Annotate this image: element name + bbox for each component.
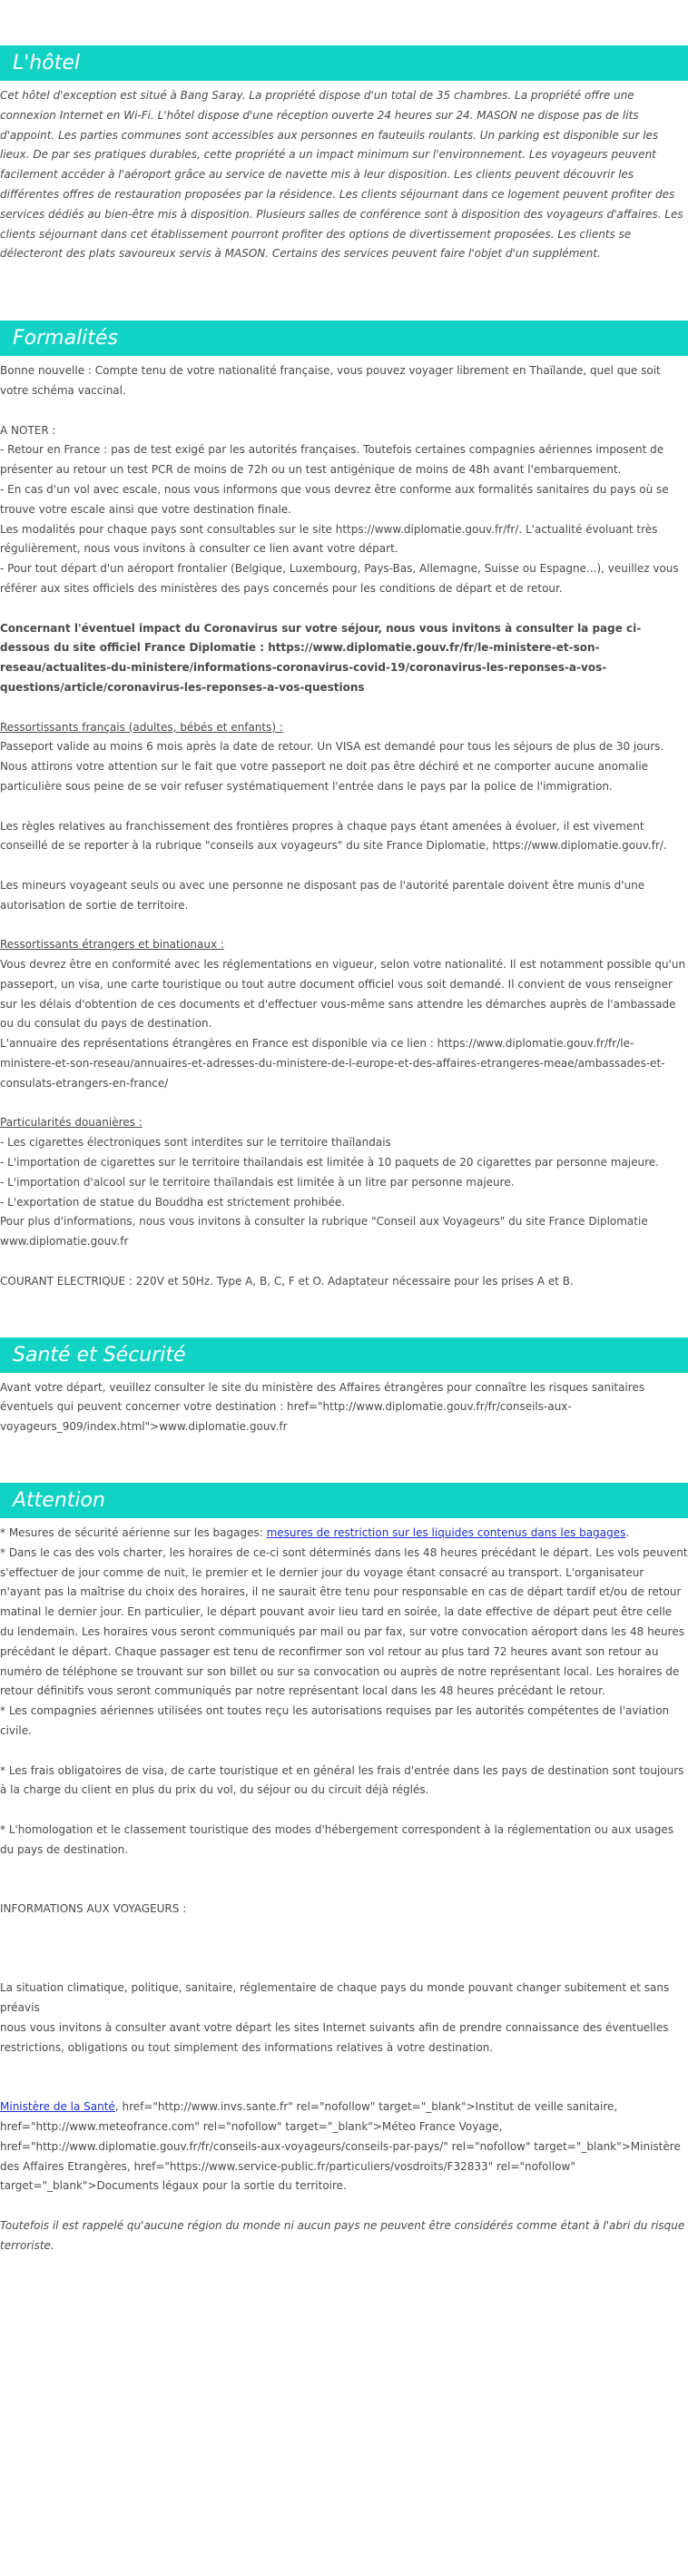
customs-item: - L'importation de cigarettes sur le territoire thaïlandais est limitée à 10 paquets de 20 cigarettes par personne majeure.	[0, 1156, 659, 1170]
useful-links	[0, 2097, 688, 2196]
section-title-hotel: L'hôtel	[0, 45, 688, 81]
section-title-sante: Santé et Sécurité	[0, 1337, 688, 1373]
section-title-formalites: Formalités	[0, 321, 688, 356]
note-title: A NOTER :	[0, 423, 56, 437]
french-nationals-title: Ressortissants français (adultes, bébés et enfants) :	[0, 720, 283, 734]
liquids-restriction-link[interactable]: mesures de restriction sur les liquides contenus dans les bagages	[266, 1526, 626, 1540]
electric-current: COURANT ELECTRIQUE : 220V et 50Hz. Type A, B, C, F et O. Adaptateur nécessaire pour les prises A et B.	[0, 1274, 574, 1288]
baggage-measures	[0, 1524, 688, 1544]
note-return-france: - Retour en France : pas de test exigé par les autorités françaises. Toutefois certaines compagnies aériennes imposent de présenter au retour un test PCR de moins de 72h ou un test antigénique de moins de 48h avant l'embarquement.	[0, 443, 664, 477]
sante-body: Avant votre départ, veuillez consulter le site du ministère des Affaires étrangères pour connaître les risques sanitaires éventuels qui peuvent concerner votre destination : href="http://www.diplomatie.gouv.fr/fr/conseils-aux-voyageurs_909/index.html">www.diplomatie.gouv.fr	[0, 1380, 645, 1434]
baggage-prefix: * Mesures de sécurité aérienne sur les bagages:	[0, 1526, 267, 1540]
hotel-description: Cet hôtel d'exception est situé à Bang Saray. La propriété dispose d'un total de 35 chambres. La propriété offre une connexion Internet en Wi-Fi. L'hôtel dispose d'une réception ouverte 24 heures sur 24. MASON ne dispose pas de lits d'appoint. Les parties communes sont accessibles aux personnes en fauteuils roulants. Un parking est disponible sur les lieux. De par ses pratiques durables, cette propriété a un impact minimum sur l'environnement. Les voyageurs peuvent facilement accéder à l'aéroport grâce au service de navette mis à leur disposition. Les clients peuvent découvrir les différentes offres de restauration proposées par la résidence. Les clients séjournant dans ce logement peuvent profiter des services dédiés au bien-être mis à disposition. Plusieurs salles de conférence sont à disposition des voyageurs d'affaires. Les clients séjournant dans cet établissement pourront profiter des options de divertissement proposées. Les clients se délecteront des plats savoureux servis à MASON. Certains des services peuvent faire l'objet d'un supplément.	[0, 89, 683, 261]
customs-title: Particularités douanières :	[0, 1116, 143, 1130]
french-nationals-body: Passeport valide au moins 6 mois après la date de retour. Un VISA est demandé pour tous les séjours de plus de 30 jours. Nous attirons votre attention sur le fait que votre passeport ne doit pas être déchiré et ne comporter aucune anomalie particulière sous peine de se voir refuser systématiquement l'entrée dans le pays par la police de l'immigration.	[0, 740, 664, 793]
airlines-authorization: * Les compagnies aériennes utilisées ont toutes reçu les autorisations requises par les autorités compétentes de l'aviation civile.	[0, 1704, 670, 1737]
situation-warning: La situation climatique, politique, sanitaire, réglementaire de chaque pays du monde pouvant changer subitement et sans préavis	[0, 1981, 670, 2015]
foreign-nationals-body: Vous devrez être en conformité avec les réglementations en vigueur, selon votre nationalité. Il est notamment possible qu'un passeport, un visa, une carte touristique ou tout autre document officiel vous soit demandé. Il convient de vous renseigner sur les délais d'obtention de ces documents et d'effectuer vous-même sans attendre les démarches auprès de l'ambassade ou du consulat du pays de destination.	[0, 958, 686, 1031]
customs-more-info: Pour plus d'informations, nous vous invitons à consulter la rubrique "Conseil aux Voyageurs" du site France Diplomatie www.diplomatie.gouv.fr	[0, 1215, 648, 1249]
section-title-attention: Attention	[0, 1483, 688, 1518]
customs-item: - L'importation d'alcool sur le territoire thaïlandais est limitée à un litre par personne majeure.	[0, 1175, 515, 1189]
border-rules: Les règles relatives au franchissement des frontières propres à chaque pays étant amenées à évoluer, il est vivement conseillé de se reporter à la rubrique "conseils aux voyageurs" du site France Diplomatie, https://www.diplomatie.gouv.fr/.	[0, 819, 667, 853]
useful-links-rest: , href="http://www.invs.sante.fr" rel="nofollow" target="_blank">Institut de veille sanitaire, href="http://www.meteofrance.com" rel="nofollow" target="_blank">Méteo France Voyage, href="http://www.diplomatie.gouv.fr/fr/conseils-aux-voyageurs/conseils-par-pays/" rel="nofollow" target="_blank">Ministère des Affaires Etrangères, href="https://www.service-public.fr/particuliers/vosdroits/F32833" rel="nofollow" target="_blank">Documents légaux pour la sortie du territoire.	[0, 2100, 681, 2193]
formalites-intro: Bonne nouvelle : Compte tenu de votre nationalité française, vous pouvez voyager librement en Thaïlande, quel que soit votre schéma vaccinal.	[0, 364, 661, 397]
note-stopover: - En cas d'un vol avec escale, nous vous informons que vous devrez être conforme aux formalités sanitaires du pays où se trouve votre escale ainsi que votre destination finale.	[0, 482, 669, 516]
situation-consult: nous vous invitons à consulter avant votre départ les sites Internet suivants afin de prendre connaissance des éventuelles restrictions, obligations ou tout simplement des informations relatives à votre destination.	[0, 2020, 669, 2054]
note-border-airport: - Pour tout départ d'un aéroport frontalier (Belgique, Luxembourg, Pays-Bas, Allemagne, Suisse ou Espagne...), veuillez vous référer aux sites officiels des ministères des pays concernés pour les conditions de départ et de retour.	[0, 562, 679, 595]
terror-risk: Toutefois il est rappelé qu'aucune région du monde ni aucun pays ne peuvent être considérés comme étant à l'abri du risque terroriste.	[0, 2218, 685, 2252]
info-voyageurs-title: INFORMATIONS AUX VOYAGEURS :	[0, 1902, 187, 1916]
homologation: * L'homologation et le classement touristique des modes d'hébergement correspondent à la réglementation ou aux usages du pays de destination.	[0, 1822, 673, 1856]
foreign-annuaire: L'annuaire des représentations étrangères en France est disponible via ce lien : https://www.diplomatie.gouv.fr/fr/le-ministere-et-son-reseau/annuaires-et-adresses-du-ministere-de-l-europe-et-des-affaires-etrangeres-meae/ambassades-et-consulats-etrangers-en-france/	[0, 1037, 665, 1090]
covid-notice: Concernant l'éventuel impact du Coronavirus sur votre séjour, nous vous invitons à consulter la page ci-dessous du site officiel France Diplomatie : https://www.diplomatie.gouv.fr/fr/le-ministere-et-son-reseau/actualites-du-ministere/informations-coronavirus-covid-19/coronavirus-les-reponses-a-vos-questions/article/coronavirus-les-reponses-a-vos-questions	[0, 621, 642, 694]
foreign-nationals-title: Ressortissants étrangers et binationaux :	[0, 938, 224, 952]
customs-item: - L'exportation de statue du Bouddha est strictement prohibée.	[0, 1195, 346, 1209]
baggage-suffix: .	[625, 1526, 630, 1540]
note-modalities: Les modalités pour chaque pays sont consultables sur le site https://www.diplomatie.gouv.fr/fr/. L'actualité évoluant très régulièrement, nous vous invitons à consulter ce lien avant votre départ.	[0, 522, 658, 556]
charter-flights: * Dans le cas des vols charter, les horaires de ce-ci sont déterminés dans les 48 heures précédant le départ. Les vols peuvent s'effectuer de jour comme de nuit, le premier et le dernier jour du voyage étant consacré au transport. L'organisateur n'ayant pas la maîtrise du choix des horaires, il ne saurait être tenu pour responsable en cas de départ tardif et/ou de retour matinal le dernier jour. En particulier, le départ pouvant avoir lieu tard en soirée, la date effective de départ peut être celle du lendemain. Les horaires vous seront communiqués par mail ou par fax, sur votre convocation aéroport dans les 48 heures précédant le départ. Chaque passager est tenu de reconfirmer son vol retour au plus tard 72 heures avant son retour au numéro de téléphone se trouvant sur son billet ou sur sa convocation ou auprès de notre représentant local. Les horaires de retour définitifs vous seront communiqués par notre représentant local dans les 48 heures précédant le retour.	[0, 1545, 688, 1698]
customs-item: - Les cigarettes électroniques sont interdites sur le territoire thaïlandais	[0, 1136, 391, 1150]
ministry-health-link[interactable]: Ministère de la Santé	[0, 2100, 115, 2114]
minors-notice: Les mineurs voyageant seuls ou avec une personne ne disposant pas de l'autorité parentale doivent être munis d'une autorisation de sortie de territoire.	[0, 878, 645, 912]
mandatory-fees: * Les frais obligatoires de visa, de carte touristique et en général les frais d'entrée dans les pays de destination sont toujours à la charge du client en plus du prix du vol, du séjour ou du circuit déjà réglés.	[0, 1763, 684, 1797]
